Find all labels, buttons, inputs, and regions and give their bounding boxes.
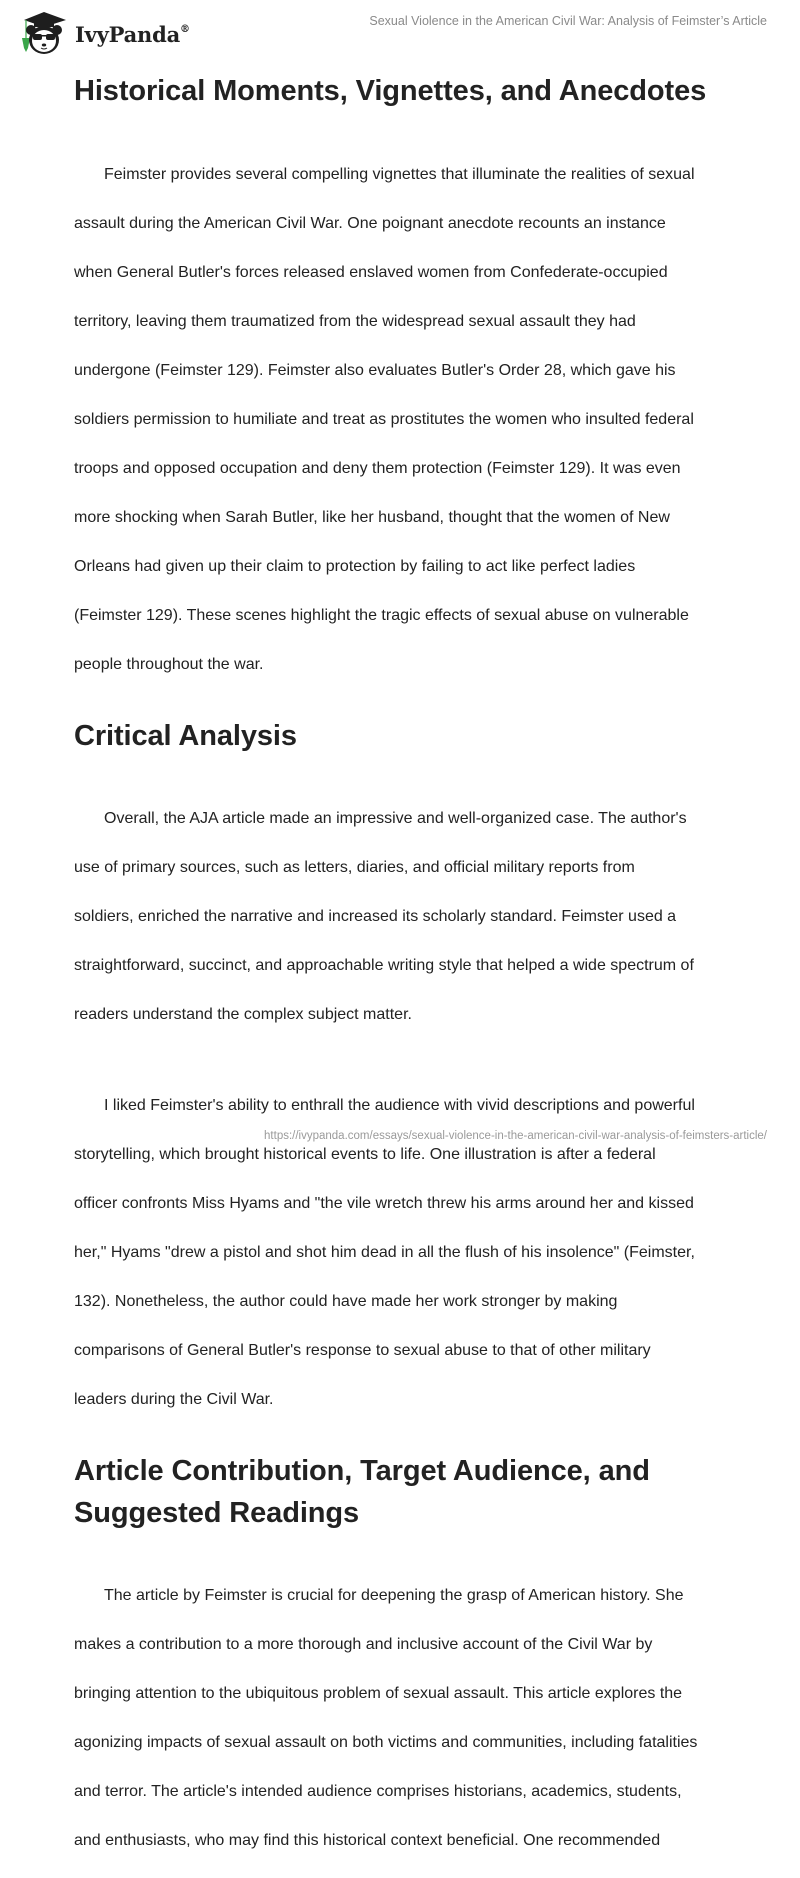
section-heading: Article Contribution, Target Audience, and Suggested Readings (74, 1450, 734, 1534)
paragraph: Feimster provides several compelling vignettes that illuminate the realities of sexual assault during the American Civil War. One poignant anecdote recounts an instance when General Butler's forces released enslaved women from Confederate-occupied territory, leaving them traumatized from the widespread sexual assault they had undergone (Feimster 129). Feimster also evaluates Butler's Order 28, which gave his soldiers permission to humiliate and treat as prostitutes the women who insulted federal troops and opposed occupation and deny them protection (Feimster 129). It was even more shocking when Sarah Butler, like her husband, thought that the women of New Orleans had given up their claim to protection by failing to act like perfect ladies (Feimster 129). These scenes highlight the tragic effects of sexual abuse on vulnerable people throughout the war. (74, 138, 734, 702)
section-heading: Historical Moments, Vignettes, and Anecdotes (74, 70, 734, 112)
logo-wordmark: IvyPanda® (75, 22, 190, 47)
paragraph: The article by Feimster is crucial for deepening the grasp of American history. She makes a contribution to a more thorough and inclusive account of the Civil War by bringing attention to the ubiquitous problem of sexual assault. This article explores the agonizing impacts of sexual assault on both victims and communities, including fatalities and terror. The article's intended audience comprises historians, academics, students, and enthusiasts, who may find this historical context beneficial. One recommended (74, 1560, 734, 1878)
paragraph: I liked Feimster's ability to enthrall the audience with vivid descriptions and powerful storytelling, which brought historical events to life. One illustration is after a federal officer confronts Miss Hyams and "the vile wretch threw his arms around her and kissed her," Hyams "drew a pistol and shot him dead in all the flush of his insolence" (Feimster, 132). Nonetheless, the author could have made her work stronger by making comparisons of General Butler's response to sexual abuse to that of other military leaders during the Civil War. (74, 1069, 734, 1437)
paragraph: Overall, the AJA article made an impressive and well-organized case. The author's use of primary sources, such as letters, diaries, and official military reports from soldiers, enriched the narrative and increased its scholarly standard. Feimster used a straightforward, succinct, and approachable writing style that helped a wide spectrum of readers understand the complex subject matter. (74, 783, 734, 1053)
document-title: Sexual Violence in the American Civil War: Analysis of Feimster’s Article (369, 14, 767, 28)
panda-graduate-icon (16, 8, 72, 56)
section-heading: Critical Analysis (74, 715, 734, 757)
source-url-link[interactable]: https://ivypanda.com/essays/sexual-violence-in-the-american-civil-war-analysis-of-feimsters-article/ (264, 1130, 767, 1142)
page-header (0, 0, 800, 60)
ivypanda-logo[interactable] (16, 8, 190, 56)
article-body (74, 70, 734, 1878)
